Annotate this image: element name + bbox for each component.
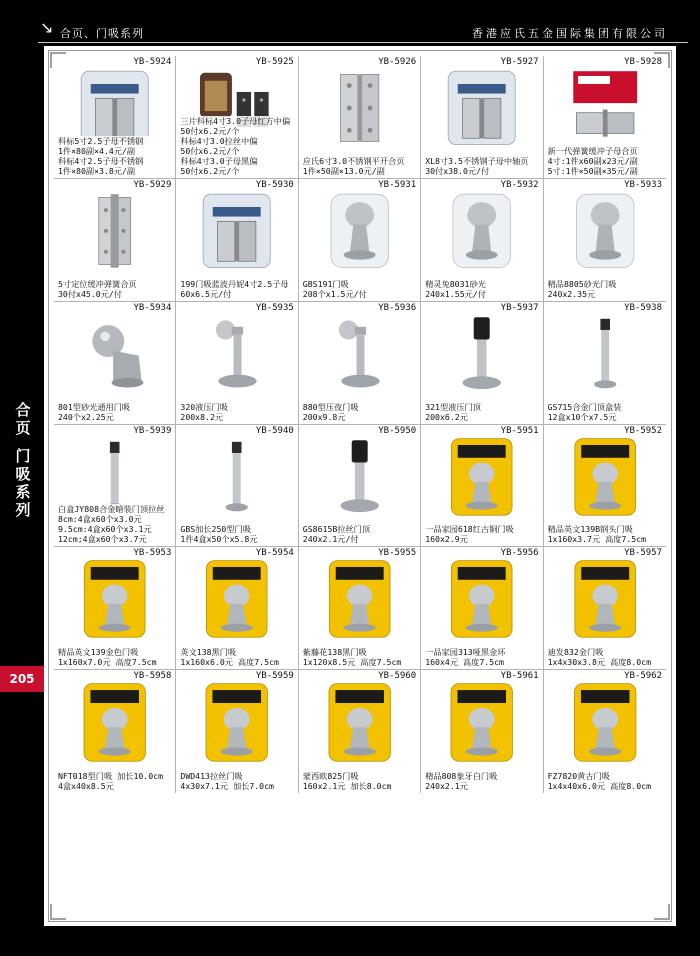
vertical-title <box>12 401 34 519</box>
product-card <box>176 302 298 425</box>
product-card <box>54 425 176 548</box>
product-description: 紫藤花138黑门吸 1x120x8.5元 高度7.5cm <box>303 647 417 667</box>
blister-stop-icon <box>435 559 528 639</box>
product-card <box>176 425 298 548</box>
product-code: YB-5928 <box>624 57 662 67</box>
blister-stop-icon <box>313 559 406 639</box>
blister-stop-icon <box>190 682 283 763</box>
product-card <box>544 547 666 670</box>
product-card <box>421 425 543 548</box>
product-description: 精品808象牙白门吸 240x2.1元 <box>425 771 539 791</box>
product-code: YB-5934 <box>133 302 172 313</box>
header-divider <box>38 42 688 43</box>
product-description: NFT018型门吸 加长10.0cm 4盒x40x8.5元 <box>58 771 172 791</box>
blister-stop-icon <box>558 682 652 763</box>
magnetic-stop-icon <box>68 314 161 394</box>
arrow-icon: ↘ <box>40 18 54 37</box>
product-card <box>299 670 421 793</box>
door-stop-icon <box>313 191 406 271</box>
long-stop-icon <box>190 437 283 517</box>
product-card <box>544 179 666 302</box>
product-code: YB-5927 <box>500 57 539 67</box>
product-code: YB-5954 <box>255 548 294 559</box>
product-description: 新一代弹簧缓冲子母合页 4寸:1件x60副x23元/副 5寸:1件×50副×35元/副 <box>548 146 663 176</box>
product-code: YB-5961 <box>500 671 539 682</box>
product-card <box>54 670 176 793</box>
product-description: 白盒JY808合金暗装门顶拉丝 8cm:4盒x60个x3.0元 9.5cm:4盒x60个x3.1元 12cm;4盒x60个x3.7元 <box>58 504 172 544</box>
blister-stop-icon <box>68 559 161 639</box>
product-code: YB-5940 <box>255 425 294 436</box>
hinge-pack-icon <box>435 68 528 148</box>
product-description: GS8615B拉丝门顶 240x2.1元/付 <box>303 524 417 544</box>
product-code: YB-5957 <box>624 548 662 559</box>
product-card <box>544 56 666 179</box>
product-card <box>54 547 176 670</box>
product-code: YB-5929 <box>133 179 172 190</box>
flat-hinge-icon <box>313 68 406 148</box>
product-card <box>299 547 421 670</box>
product-card <box>299 56 421 179</box>
product-description: 199门吸蓝波丹妮4寸2.5子母 60x6.5元/付 <box>180 279 294 299</box>
product-card <box>544 670 666 793</box>
door-stop-icon <box>435 191 528 271</box>
product-code: YB-5936 <box>378 302 417 313</box>
product-description: DWD413拉丝门吸 4x30x7.1元 加长7.0cm <box>180 771 294 791</box>
product-description: 三片科标4寸3.0子母红方中偏 50付x6.2元/个 科标4寸3.0拉丝中偏 50付x6.2元/个 科标4寸3.0子母黑偏 50付x6.2元/个 <box>180 116 294 176</box>
product-description: 880型压夜门吸 200x9.8元 <box>303 402 417 422</box>
product-description: 迪发832金门吸 1x4x30x3.8元 高度8.0cm <box>548 647 663 667</box>
product-description: 一品家园313哑黑金环 160x4元 高度7.5cm <box>425 647 539 667</box>
product-code: YB-5938 <box>624 302 662 313</box>
product-code: YB-5935 <box>255 302 294 313</box>
hydraulic-stop-icon <box>313 314 406 394</box>
product-code: YB-5960 <box>378 671 417 682</box>
product-code: YB-5959 <box>255 671 294 682</box>
product-code: YB-5952 <box>624 425 662 436</box>
product-description: 应氏6寸3.0不锈钢平开合页 1件×50副×13.0元/副 <box>303 156 417 176</box>
door-stop-icon <box>558 191 652 271</box>
product-description: 一品家园618红古铜门吸 160x2.9元 <box>425 524 539 544</box>
product-card <box>176 179 298 302</box>
product-code: YB-5962 <box>624 671 662 682</box>
product-code: YB-5930 <box>255 179 294 190</box>
product-description: 321型液压门顶 200x6.2元 <box>425 402 539 422</box>
vertical-title-line2: 门吸系列 <box>15 447 31 519</box>
product-description: GBS191门吸 208个x1.5元/付 <box>303 279 417 299</box>
blister-stop-icon <box>190 559 283 639</box>
product-code: YB-5956 <box>500 548 539 559</box>
product-card <box>544 425 666 548</box>
product-description: 精灵兔8031砂光 240x1.55元/付 <box>425 279 539 299</box>
product-code: YB-5932 <box>500 179 539 190</box>
company-name: 香港应氏五金国际集团有限公司 <box>472 27 668 40</box>
product-description: FZ7820黄古门吸 1x4x40x6.0元 高度8.0cm <box>548 771 663 791</box>
product-description: GBS加长250型门吸 1件4盒x50个x5.8元 <box>180 524 294 544</box>
product-description: 科标5寸2.5子母不锈钢 1件×80副×4.4元/副 科标4寸2.5子母不锈钢 1件×80副×3.8元/副 <box>58 136 172 176</box>
product-code: YB-5939 <box>133 425 172 436</box>
vertical-title-line1: 合页 <box>15 401 31 437</box>
product-code: YB-5933 <box>624 179 662 190</box>
product-card <box>421 56 543 179</box>
rubber-stop-icon <box>313 437 406 517</box>
product-description: GS715合金门顶盒装 12盒x10个x7.5元 <box>548 402 663 422</box>
product-card <box>421 547 543 670</box>
product-description: 801型砂光通用门吸 240个x2.25元 <box>58 402 172 422</box>
product-description: 精品8805砂光门吸 240x2.35元 <box>548 279 663 299</box>
product-description: 精品英文139金色门吸 1x160x7.0元 高度7.5cm <box>58 647 172 667</box>
product-grid <box>54 56 666 916</box>
product-card <box>299 179 421 302</box>
product-description: 英文138黑门吸 1x160x6.0元 高度7.5cm <box>180 647 294 667</box>
hydraulic-stop-icon <box>190 314 283 394</box>
product-card <box>421 179 543 302</box>
product-description: XL8寸3.5不锈钢子母中轴页 30付x38.0元/付 <box>425 156 539 176</box>
blister-stop-icon <box>558 559 652 639</box>
product-code: YB-5955 <box>378 548 417 559</box>
product-code: YB-5931 <box>378 179 417 190</box>
product-card <box>421 302 543 425</box>
product-code: YB-5937 <box>500 302 539 313</box>
page-footer <box>44 926 700 956</box>
product-card <box>544 302 666 425</box>
blister-stop-icon <box>558 437 652 517</box>
product-description: 精品英文139B钢头门吸 1x160x3.7元 高度7.5cm <box>548 524 663 544</box>
hinge-pack-icon <box>190 191 283 271</box>
page-header <box>0 0 700 46</box>
blister-stop-icon <box>313 682 406 763</box>
section-title: 合页、门吸系列 <box>60 27 144 40</box>
product-card <box>176 670 298 793</box>
spring-hinge-icon <box>68 191 161 271</box>
side-bar <box>0 46 44 956</box>
rubber-stop-icon <box>435 314 528 394</box>
product-card <box>299 425 421 548</box>
product-description: 320液压门吸 200x8.2元 <box>180 402 294 422</box>
spring-hinge-box-icon <box>558 68 652 148</box>
blister-stop-icon <box>435 682 528 763</box>
product-code: YB-5958 <box>133 671 172 682</box>
product-card <box>54 179 176 302</box>
product-code: YB-5926 <box>378 57 417 67</box>
product-card <box>421 670 543 793</box>
product-card <box>54 302 176 425</box>
blister-stop-icon <box>68 682 161 763</box>
product-description: 蒙西欧825门吸 160x2.1元 加长8.0cm <box>303 771 417 791</box>
blister-stop-icon <box>435 437 528 517</box>
long-stop-icon <box>558 314 652 394</box>
product-code: YB-5950 <box>378 425 417 436</box>
product-description: 5寸定位缓冲弹簧合页 30付x45.0元/付 <box>58 279 172 299</box>
product-card <box>54 56 176 179</box>
page-number: 205 <box>0 666 44 692</box>
product-code: YB-5924 <box>133 57 172 67</box>
product-card <box>176 56 298 179</box>
right-margin <box>676 46 700 926</box>
product-code: YB-5953 <box>133 548 172 559</box>
product-card <box>176 547 298 670</box>
product-code: YB-5951 <box>500 425 539 436</box>
product-code: YB-5925 <box>255 57 294 67</box>
product-card <box>299 302 421 425</box>
